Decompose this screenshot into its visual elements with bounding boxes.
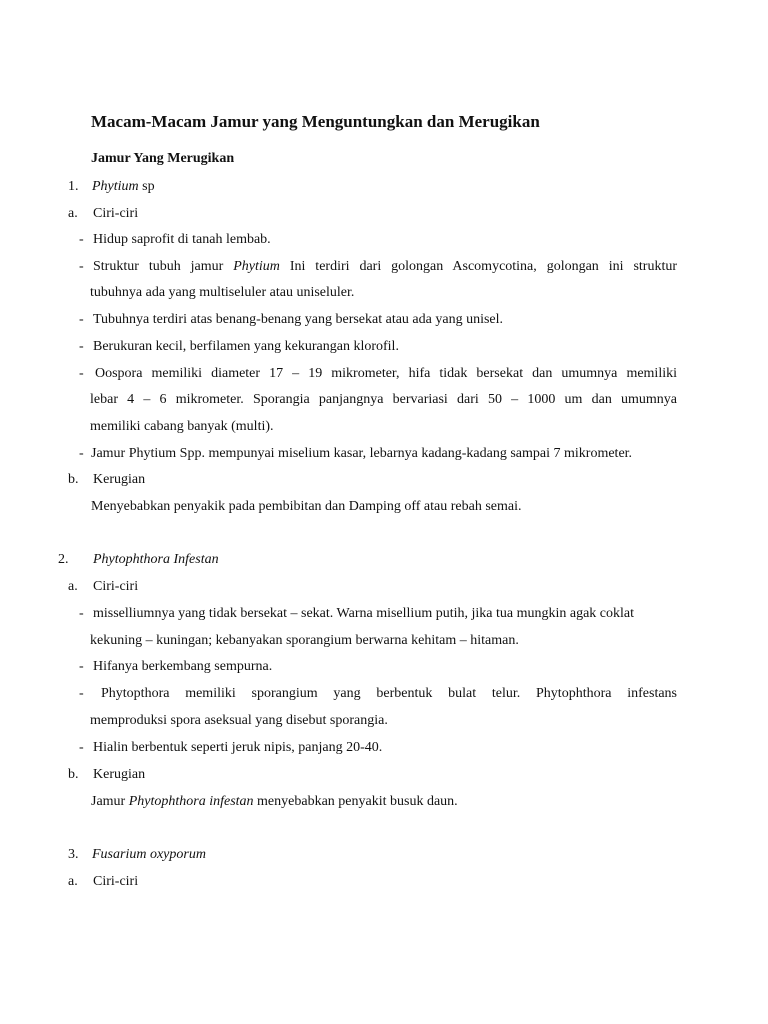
bullet-dash: - xyxy=(79,366,84,381)
bullet-dash: - xyxy=(79,659,84,674)
bullet-text: Struktur tubuh jamur Phytium Ini terdiri dari golongan Ascomycotina, golongan ini struktur xyxy=(93,259,678,274)
bullet-dash: - xyxy=(79,259,84,274)
bullet-text-continuation: lebar 4 – 6 mikrometer. Sporangia panjangnya bervariasi dari 50 – 1000 um dan umumnya xyxy=(90,392,677,407)
bullet-text-continuation: memiliki cabang banyak (multi). xyxy=(90,419,274,434)
bullet-text: Hifanya berkembang sempurna. xyxy=(93,659,273,674)
item-number: 3. xyxy=(68,847,79,862)
bullet-dash: - xyxy=(79,606,84,621)
bullet-dash: - xyxy=(79,339,84,354)
bullet-text: Tubuhnya terdiri atas benang-benang yang bersekat atau ada yang unisel. xyxy=(93,312,504,327)
bullet-text: Hidup saprofit di tanah lembab. xyxy=(93,232,271,247)
bullet-dash: - xyxy=(79,740,84,755)
bullet-dash: - xyxy=(79,312,84,327)
bullet-text: Jamur Phytium Spp. mempunyai miselium kasar, lebarnya kadang-kadang sampai 7 mikrometer. xyxy=(91,446,633,461)
bullet-text: Phytopthora memiliki sporangium yang berbentuk bulat telur. Phytophthora infestans xyxy=(101,686,677,701)
section-heading: Jamur Yang Merugikan xyxy=(91,151,235,166)
paragraph-text: Menyebabkan penyakik pada pembibitan dan Damping off atau rebah semai. xyxy=(91,499,522,514)
item-title: Phytium sp xyxy=(92,179,155,194)
item-title: Fusarium oxyporum xyxy=(92,847,206,862)
document-title: Macam-Macam Jamur yang Menguntungkan dan Merugikan xyxy=(91,112,540,131)
item-title: Phytophthora Infestan xyxy=(93,552,219,567)
subitem-label: Kerugian xyxy=(93,472,146,487)
paragraph-text: Jamur Phytophthora infestan menyebabkan penyakit busuk daun. xyxy=(91,794,458,809)
bullet-text-continuation: kekuning – kuningan; kebanyakan sporangium berwarna kehitam – hitaman. xyxy=(90,633,519,648)
bullet-text-continuation: tubuhnya ada yang multiseluler atau uniseluler. xyxy=(90,285,355,300)
subitem-marker: b. xyxy=(68,472,79,487)
subitem-marker: a. xyxy=(68,206,78,221)
bullet-text: misselliumnya yang tidak bersekat – sekat. Warna misellium putih, jika tua mungkin agak coklat xyxy=(93,606,634,621)
subitem-label: Kerugian xyxy=(93,767,146,782)
subitem-label: Ciri-ciri xyxy=(93,206,139,221)
subitem-marker: a. xyxy=(68,579,78,594)
bullet-text-continuation: memproduksi spora aseksual yang disebut sporangia. xyxy=(90,713,388,728)
item-number: 1. xyxy=(68,179,79,194)
bullet-dash: - xyxy=(79,232,84,247)
subitem-marker: b. xyxy=(68,767,79,782)
bullet-text: Berukuran kecil, berfilamen yang kekurangan klorofil. xyxy=(93,339,399,354)
bullet-dash: - xyxy=(79,686,84,701)
item-number: 2. xyxy=(58,552,69,567)
subitem-label: Ciri-ciri xyxy=(93,874,139,889)
subitem-marker: a. xyxy=(68,874,78,889)
bullet-text: Hialin berbentuk seperti jeruk nipis, panjang 20-40. xyxy=(93,740,383,755)
bullet-text: Oospora memiliki diameter 17 – 19 mikrometer, hifa tidak bersekat dan umumnya memiliki xyxy=(95,366,677,381)
bullet-dash: - xyxy=(79,446,84,461)
subitem-label: Ciri-ciri xyxy=(93,579,139,594)
